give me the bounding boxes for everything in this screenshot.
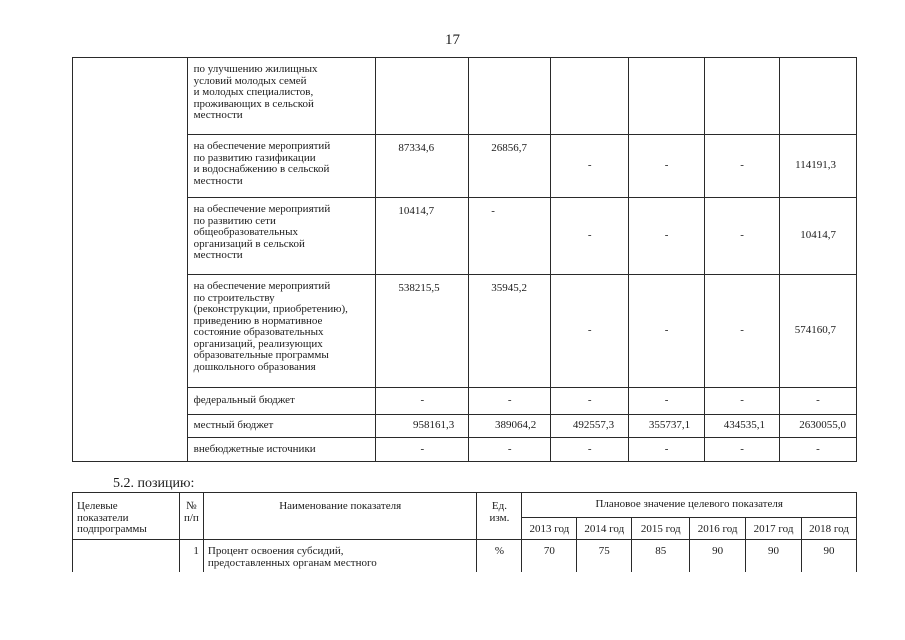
- budget-value-cell: 355737,1: [629, 415, 705, 438]
- header-planned-value: Плановое значение целевого показателя: [522, 493, 857, 518]
- budget-value-cell: -: [705, 198, 780, 275]
- header-subprogram: Целевые показатели подпрограммы: [73, 493, 180, 540]
- budget-value-cell: -: [629, 275, 705, 388]
- indicator-value: 85: [632, 540, 690, 572]
- budget-value-cell: 389064,2: [469, 415, 551, 438]
- budget-value-cell: 26856,7: [469, 135, 551, 198]
- budget-value-cell: -: [551, 388, 629, 415]
- budget-value-cell: -: [551, 438, 629, 462]
- budget-row-youth-housing: [73, 58, 857, 135]
- budget-value-cell: 35945,2: [469, 275, 551, 388]
- budget-row-federal: [73, 388, 857, 415]
- page-number: 17: [445, 32, 460, 48]
- budget-value-cell: -: [780, 388, 857, 415]
- indicator-value: 90: [690, 540, 746, 572]
- budget-value-cell: 2630055,0: [780, 415, 857, 438]
- indicators-table: [72, 492, 857, 572]
- budget-value-cell: -: [705, 275, 780, 388]
- budget-table: [72, 57, 857, 462]
- indicators-data-row: [73, 540, 857, 572]
- budget-value-cell: 492557,3: [551, 415, 629, 438]
- budget-row-description: на обеспечение мероприятий по развитию сети общеобразовательных организаций в сельской местности: [187, 198, 376, 275]
- budget-value-cell: -: [629, 388, 705, 415]
- budget-value-cell: -: [705, 135, 780, 198]
- header-year: 2015 год: [632, 518, 690, 540]
- budget-value-cell: [376, 58, 469, 135]
- budget-row-extrabudgetary: [73, 438, 857, 462]
- budget-value-cell: 538215,5: [376, 275, 469, 388]
- header-indicator-name: Наименование показателя: [203, 493, 477, 540]
- budget-value-cell: 574160,7: [780, 275, 857, 388]
- header-year: 2013 год: [522, 518, 577, 540]
- subprogram-cell: [73, 540, 180, 572]
- row-number: 1: [179, 540, 203, 572]
- header-year: 2014 год: [577, 518, 632, 540]
- budget-row-description: по улучшению жилищных условий молодых семей и молодых специалистов, проживающих в сельской местности: [187, 58, 376, 135]
- budget-value-cell: [705, 58, 780, 135]
- budget-row-gasification: [73, 135, 857, 198]
- budget-value-cell: 114191,3: [780, 135, 857, 198]
- header-year: 2017 год: [746, 518, 802, 540]
- budget-row-description: федеральный бюджет: [187, 388, 376, 415]
- budget-row-description: на обеспечение мероприятий по развитию газификации и водоснабжению в сельской местности: [187, 135, 376, 198]
- budget-row-description: на обеспечение мероприятий по строительству (реконструкции, приобретению), приведению в нормативное состояние образовательных организаций, реализующих образовательные программы дошкольного образования: [187, 275, 376, 388]
- budget-value-cell: [629, 58, 705, 135]
- header-year: 2016 год: [690, 518, 746, 540]
- header-year: 2018 год: [802, 518, 857, 540]
- indicator-value: 90: [746, 540, 802, 572]
- budget-value-cell: -: [780, 438, 857, 462]
- budget-row-description: внебюджетные источники: [187, 438, 376, 462]
- budget-left-blank-cell: [73, 58, 188, 462]
- indicator-value: 70: [522, 540, 577, 572]
- budget-row-description: местный бюджет: [187, 415, 376, 438]
- budget-value-cell: -: [469, 198, 551, 275]
- budget-value-cell: 434535,1: [705, 415, 780, 438]
- budget-value-cell: [780, 58, 857, 135]
- budget-row-preschool: [73, 275, 857, 388]
- indicator-unit: %: [477, 540, 522, 572]
- budget-value-cell: -: [551, 275, 629, 388]
- indicator-name: Процент освоения субсидий, предоставленных органам местного: [203, 540, 477, 572]
- budget-value-cell: 10414,7: [780, 198, 857, 275]
- header-unit: Ед. изм.: [477, 493, 522, 540]
- budget-value-cell: 87334,6: [376, 135, 469, 198]
- budget-value-cell: -: [629, 438, 705, 462]
- budget-value-cell: [551, 58, 629, 135]
- budget-value-cell: -: [469, 388, 551, 415]
- budget-value-cell: -: [376, 438, 469, 462]
- budget-value-cell: -: [629, 135, 705, 198]
- budget-value-cell: -: [469, 438, 551, 462]
- budget-value-cell: -: [705, 388, 780, 415]
- budget-value-cell: 958161,3: [376, 415, 469, 438]
- indicators-header-row: [73, 493, 857, 518]
- budget-value-cell: -: [551, 135, 629, 198]
- indicator-value: 90: [802, 540, 857, 572]
- header-number: № п/п: [179, 493, 203, 540]
- budget-row-local: [73, 415, 857, 438]
- section-heading: 5.2. позицию:: [113, 476, 195, 491]
- budget-value-cell: -: [551, 198, 629, 275]
- budget-value-cell: -: [629, 198, 705, 275]
- budget-value-cell: [469, 58, 551, 135]
- budget-row-schools: [73, 198, 857, 275]
- budget-value-cell: 10414,7: [376, 198, 469, 275]
- indicator-value: 75: [577, 540, 632, 572]
- budget-value-cell: -: [376, 388, 469, 415]
- budget-value-cell: -: [705, 438, 780, 462]
